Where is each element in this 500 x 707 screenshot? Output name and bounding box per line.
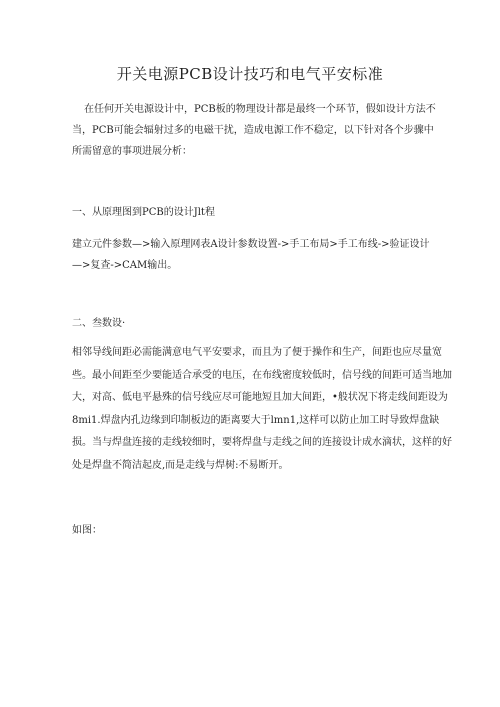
intro-paragraph: 在任何开关电源设计中，PCB板的物理设计都是最终一个环节，假如设计方法不当，PCB可能会辐射过多的电磁干扰，造成电源工作不稳定，以下针对各个步骤中所需留意的事项进展分析： [72,104,436,157]
section-2-body: 相邻导线间距必需能满意电气平安要求，而且为了便于操作和生产，间距也应尽量宽些。最小间距至少要能适合承受的电压，在布线密度较低时，信号线的间距可适当地加大，对高、低电平悬殊的信号线应尽可能地短且加大间距，•般状况下将走线间距设为8mi1.焊盘内孔边缘到印制板边的距离要大于lmn1,这样可以防止加工时导致焊盘缺损。当与焊盘连接的走线较细时，要将焊盘与走线之间的连接设计成水滴状，这样的好处是焊盘不简洁起皮,而是走线与焊树:不易断开。 [72,347,452,471]
section-1-body: 建立元件参数—>输入原理网表A设计参数设置->手工布局>手工布线->验证设计—>复查->CAM输出。 [72,239,430,271]
section-1-heading: 一、从原理图到PCB的设计Jlt程 [72,207,215,218]
section-2-heading: 二、叁数设· [72,318,126,329]
page-title: 开关电源PCB设计技巧和电气平安标准 [116,65,384,83]
figure-label: 如图： [72,525,102,536]
